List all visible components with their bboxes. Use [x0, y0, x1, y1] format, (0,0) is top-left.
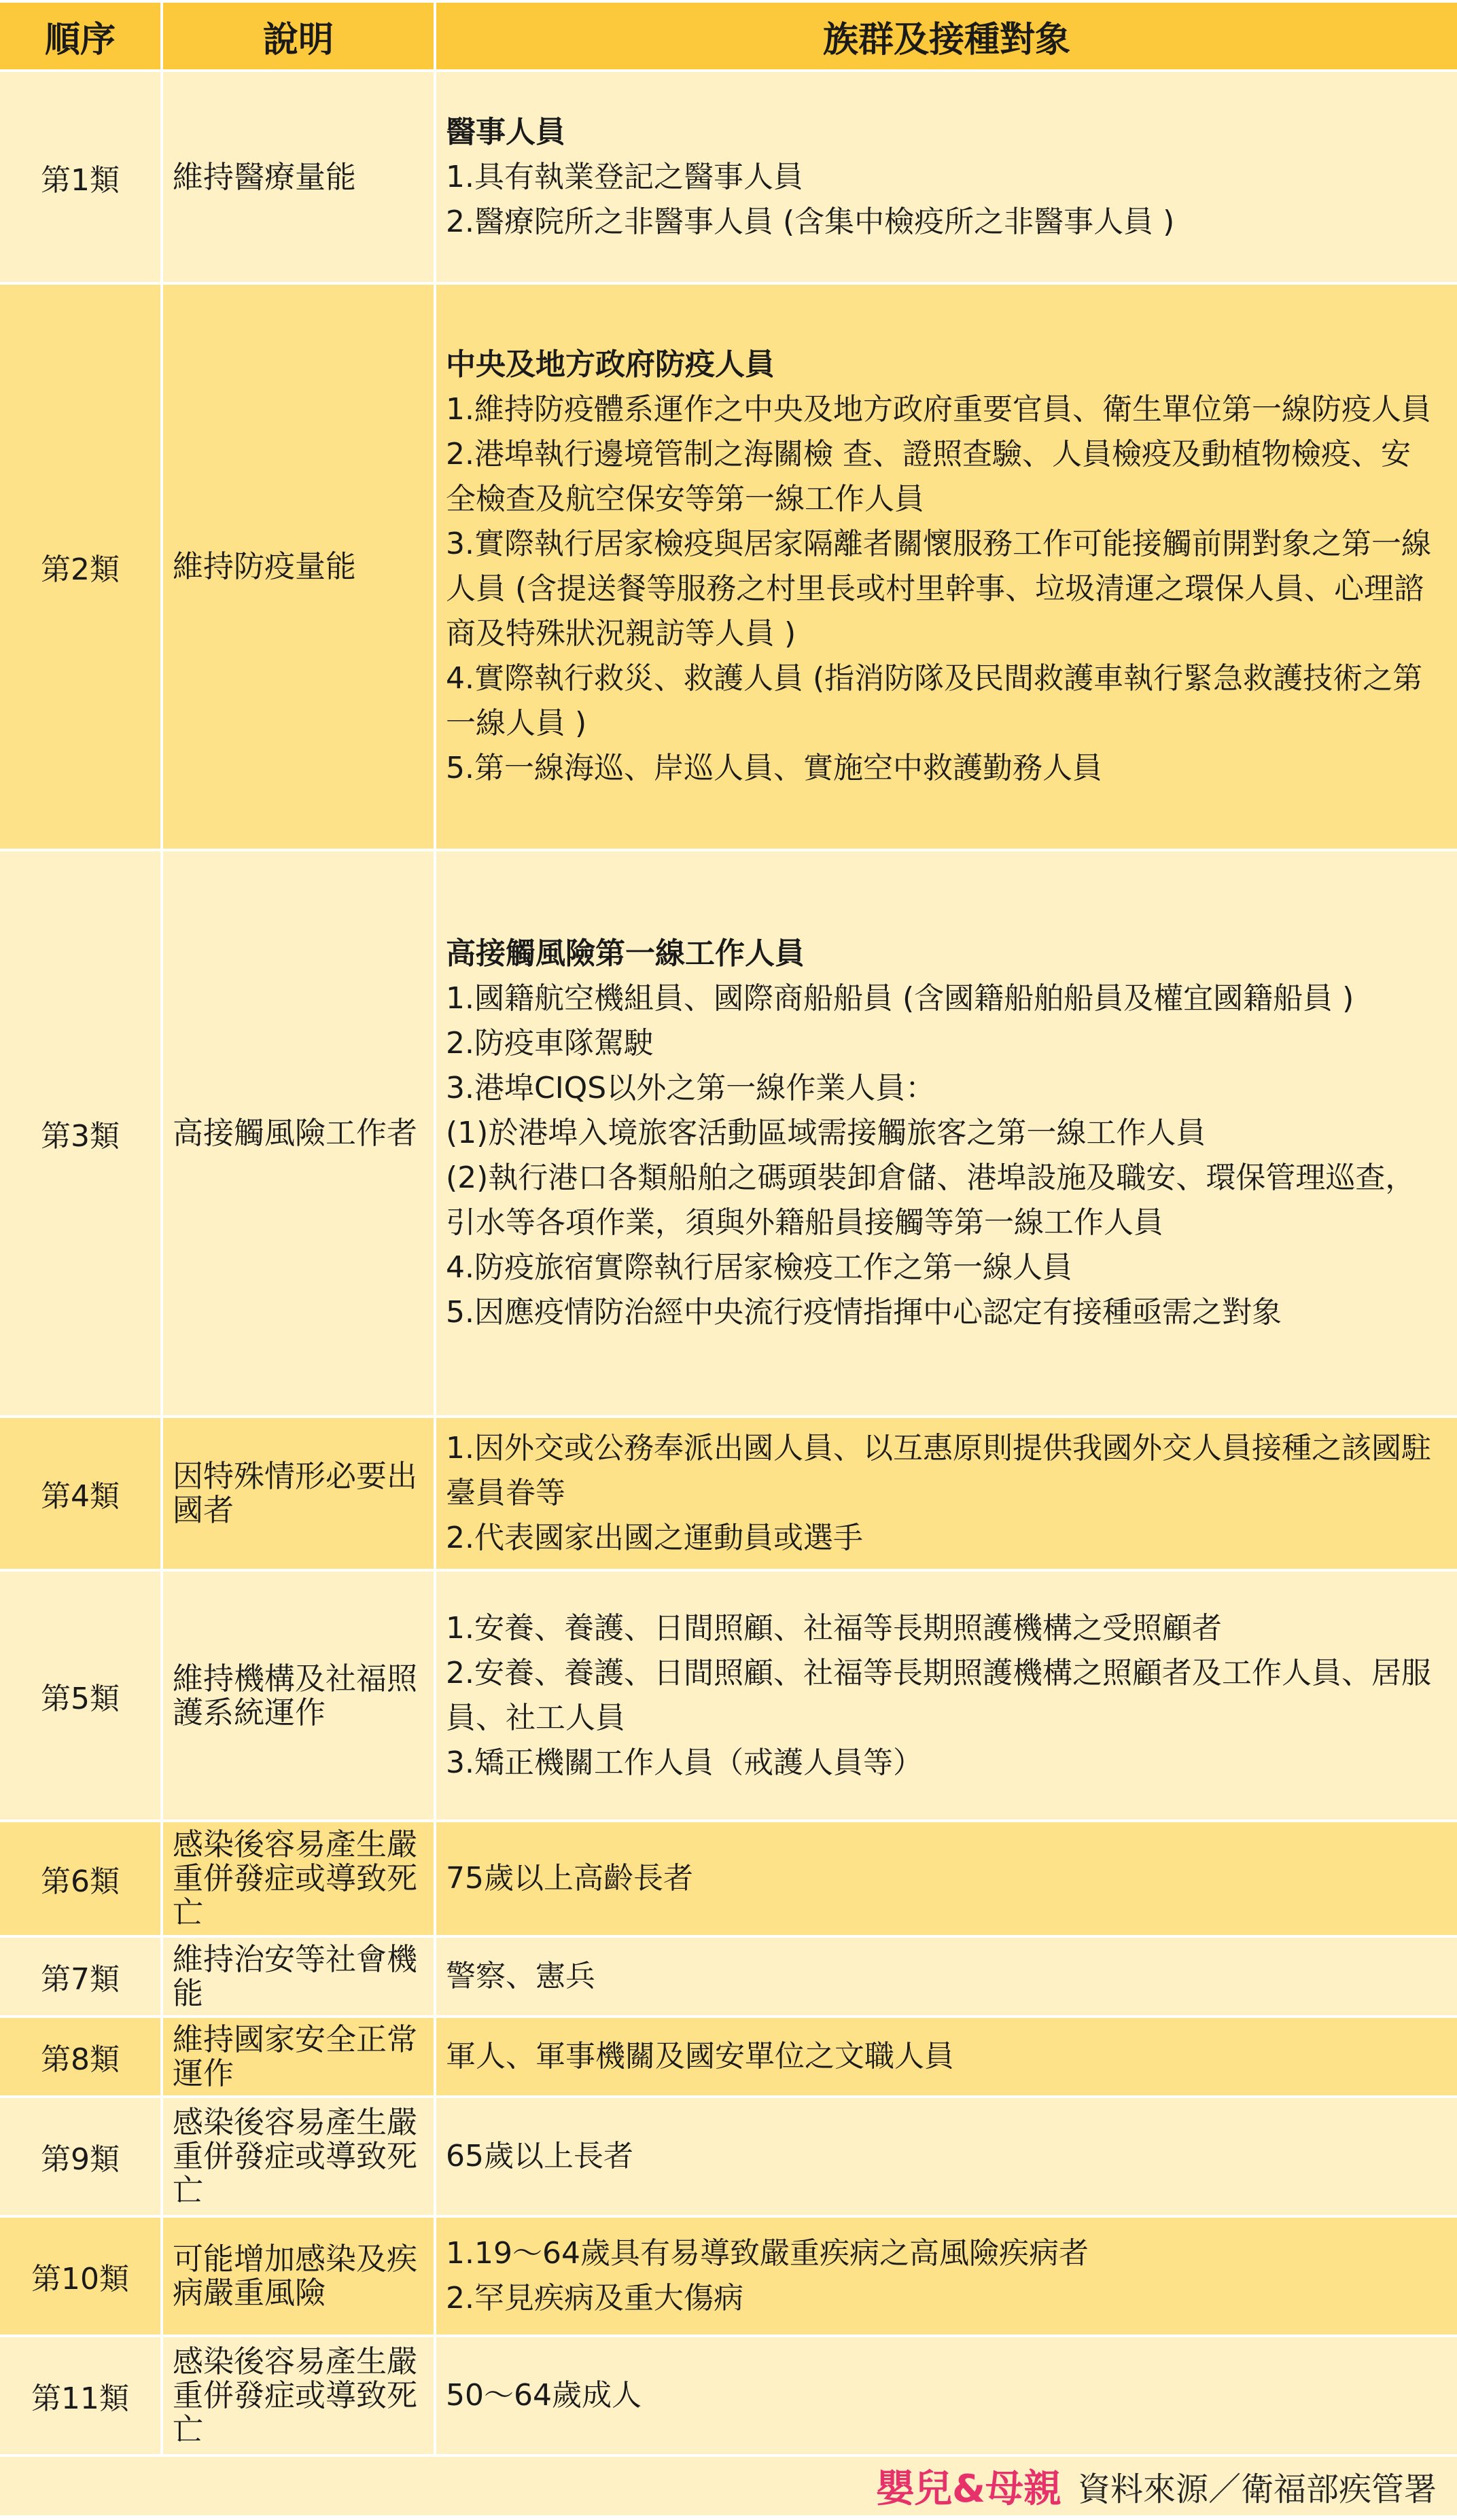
target-item: 2.安養、養護、日間照顧、社福等長期照護機構之照顧者及工作人員、居服員、社工人員	[446, 1655, 1431, 1735]
target-item: 4.防疫旅宿實際執行居家檢疫工作之第一線人員	[446, 1250, 1072, 1285]
row-desc: 感染後容易產生嚴重併發症或導致死亡	[173, 2343, 418, 2447]
row-seq: 第6類	[41, 1864, 120, 1899]
table-row	[0, 285, 1457, 851]
target-item: (2)執行港口各類船舶之碼頭裝卸倉儲、港埠設施及職安、環保管理巡查，引水等各項作業，須與外籍船員接觸等第一線工作人員	[446, 1160, 1416, 1240]
brand-logo: 嬰兒&母親	[876, 2467, 1061, 2511]
target-item: 3.港埠CIQS以外之第一線作業人員：	[446, 1071, 936, 1105]
target-item: 警察、憲兵	[446, 1959, 595, 1993]
target-item: 2.防疫車隊駕駛	[446, 1026, 654, 1061]
table-row	[0, 2337, 1457, 2457]
target-item: 軍人、軍事機關及國安單位之文職人員	[446, 2039, 954, 2074]
target-item: 1.因外交或公務奉派出國人員、以互惠原則提供我國外交人員接種之該國駐臺員眷等	[446, 1431, 1431, 1510]
row-seq: 第9類	[41, 2142, 120, 2177]
table-row	[0, 2018, 1457, 2098]
row-seq: 第2類	[41, 552, 120, 587]
row-seq: 第4類	[41, 1479, 120, 1514]
row-seq: 第10類	[31, 2262, 129, 2296]
row-desc: 因特殊情形必要出國者	[173, 1458, 418, 1528]
header-desc: 說明	[163, 3, 436, 69]
target-item: 50～64歲成人	[446, 2378, 642, 2413]
row-seq: 第7類	[41, 1962, 120, 1997]
target-item: 5.第一線海巡、岸巡人員、實施空中救護勤務人員	[446, 751, 1102, 785]
group-title: 醫事人員	[446, 114, 565, 149]
target-item: 65歲以上長者	[446, 2139, 633, 2173]
target-item: 1.19～64歲具有易導致嚴重疾病之高風險疾病者	[446, 2236, 1089, 2271]
row-targets	[446, 1856, 693, 1901]
row-seq: 第5類	[41, 1681, 120, 1716]
table-row	[0, 851, 1457, 1418]
row-targets	[446, 1606, 1437, 1786]
row-desc: 維持醫療量能	[173, 158, 357, 195]
row-desc: 高接觸風險工作者	[173, 1115, 418, 1151]
row-targets	[446, 342, 1437, 791]
target-item: 3.實際執行居家檢疫與居家隔離者關懷服務工作可能接觸前開對象之第一線人員 (含提送餐等服務之村里長或村里幹事、垃圾清運之環保人員、心理諮商及特殊狀況親訪等人員 )	[446, 527, 1431, 651]
table-row	[0, 1572, 1457, 1822]
row-desc: 維持國家安全正常運作	[173, 2021, 418, 2091]
footer	[0, 2457, 1457, 2515]
row-targets	[446, 2034, 954, 2079]
table-row	[0, 1938, 1457, 2018]
group-title: 中央及地方政府防疫人員	[446, 347, 775, 382]
row-targets	[446, 2134, 633, 2179]
target-item: 2.港埠執行邊境管制之海關檢 查、證照查驗、人員檢疫及動植物檢疫、安全檢查及航空保安等第一線工作人員	[446, 437, 1411, 516]
table-row	[0, 2218, 1457, 2337]
target-item: 75歲以上高齡長者	[446, 1861, 693, 1896]
row-targets	[446, 931, 1437, 1335]
target-item: 2.代表國家出國之運動員或選手	[446, 1521, 863, 1555]
group-title: 高接觸風險第一線工作人員	[446, 936, 805, 971]
target-item: (1)於港埠入境旅客活動區域需接觸旅客之第一線工作人員	[446, 1116, 1206, 1150]
target-item: 3.矯正機關工作人員（戒護人員等）	[446, 1745, 923, 1780]
table-row	[0, 72, 1457, 285]
row-desc: 感染後容易產生嚴重併發症或導致死亡	[173, 1826, 418, 1930]
row-targets	[446, 1954, 595, 1999]
row-targets	[446, 2373, 642, 2418]
row-seq: 第3類	[41, 1119, 120, 1154]
table-row	[0, 1822, 1457, 1938]
row-desc: 可能增加感染及疾病嚴重風險	[173, 2241, 418, 2311]
target-item: 5.因應疫情防治經中央流行疫情指揮中心認定有接種亟需之對象	[446, 1295, 1282, 1330]
target-item: 4.實際執行救災、救護人員 (指消防隊及民間救護車執行緊急救護技術之第一線人員 )	[446, 661, 1423, 741]
table-row	[0, 2098, 1457, 2218]
header-seq: 順序	[0, 3, 163, 69]
row-targets	[446, 1426, 1437, 1561]
source-credit: 資料來源／衛福部疾管署	[1077, 2470, 1437, 2508]
header-target: 族群及接種對象	[822, 19, 1070, 60]
row-targets	[446, 110, 1174, 245]
row-desc: 感染後容易產生嚴重併發症或導致死亡	[173, 2104, 418, 2208]
row-desc: 維持防疫量能	[173, 548, 357, 584]
table-header	[0, 3, 1457, 72]
target-item: 1.國籍航空機組員、國際商船船員 (含國籍船舶船員及權宜國籍船員 )	[446, 981, 1354, 1016]
target-item: 1.維持防疫體系運作之中央及地方政府重要官員、衛生單位第一線防疫人員	[446, 392, 1431, 427]
table-row	[0, 1418, 1457, 1572]
row-seq: 第11類	[31, 2381, 129, 2416]
target-item: 1.具有執業登記之醫事人員	[446, 159, 803, 194]
target-item: 2.罕見疾病及重大傷病	[446, 2281, 743, 2315]
row-targets	[446, 2231, 1089, 2321]
row-desc: 維持機構及社福照護系統運作	[173, 1660, 418, 1731]
row-desc: 維持治安等社會機能	[173, 1941, 418, 2011]
row-seq: 第1類	[41, 162, 120, 198]
target-item: 1.安養、養護、日間照顧、社福等長期照護機構之受照顧者	[446, 1610, 1222, 1646]
row-seq: 第8類	[41, 2042, 120, 2077]
target-item: 2.醫療院所之非醫事人員 (含集中檢疫所之非醫事人員 )	[446, 204, 1175, 239]
